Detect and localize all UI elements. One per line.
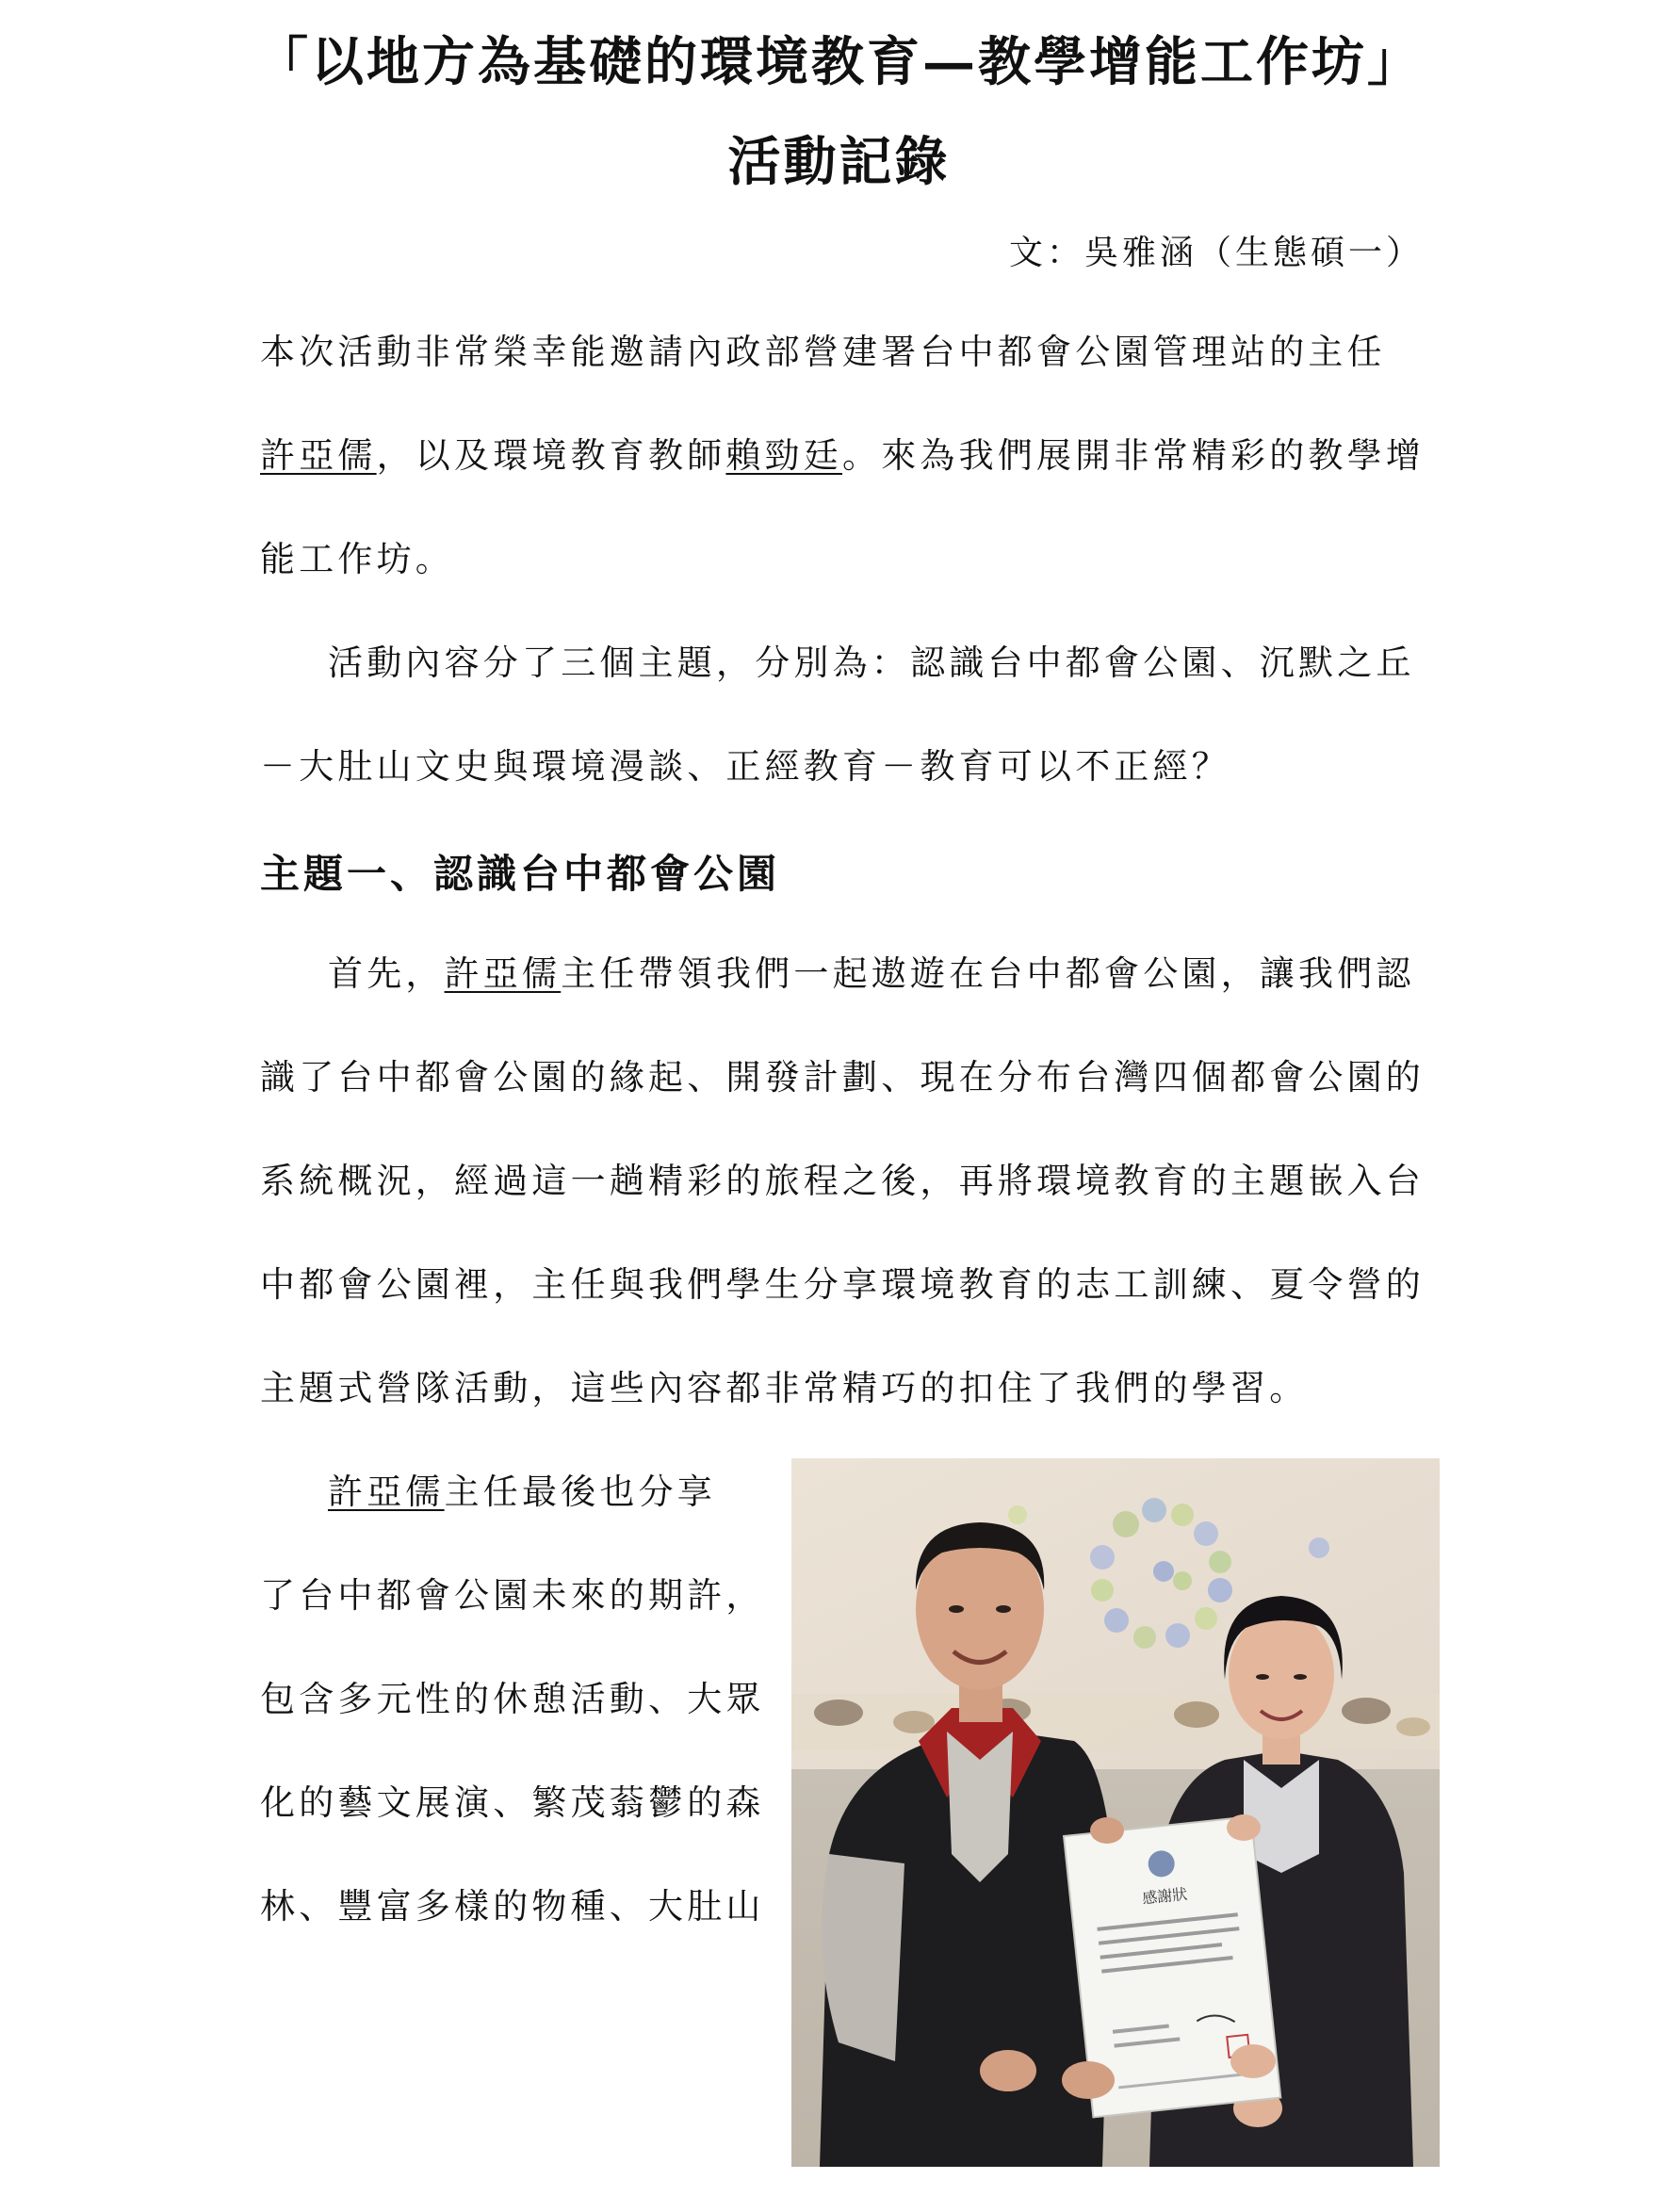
paragraph-1-line-2 <box>260 435 1425 477</box>
document-subtitle: 活動記錄 <box>727 131 951 193</box>
paragraph-text: 主任最後也分享 <box>444 1472 717 1512</box>
paragraph-text: 。來為我們展開非常精彩的教學增 <box>842 435 1425 476</box>
event-photo <box>791 1458 1440 2167</box>
paragraph-4-line-3: 包含多元性的休憩活動、大眾 <box>260 1679 765 1719</box>
paragraph-4-line-5: 林、豐富多樣的物種、大肚山 <box>260 1886 765 1927</box>
document-title: 「以地方為基礎的環境教育—教學增能工作坊」 <box>255 31 1423 93</box>
paragraph-2-line-1: 活動內容分了三個主題，分別為：認識台中都會公園、沉默之丘 <box>328 642 1415 683</box>
paragraph-text: 主任帶領我們一起遨遊在台中都會公園，讓我們認 <box>561 953 1415 994</box>
person-name: 許亞儒 <box>260 435 377 476</box>
paragraph-4-line-2: 了台中都會公園未來的期許， <box>260 1575 765 1616</box>
paragraph-3-line-4: 中都會公園裡，主任與我們學生分享環境教育的志工訓練、夏令營的 <box>260 1264 1425 1305</box>
paragraph-1-line-3: 能工作坊。 <box>260 539 454 579</box>
paragraph-text: ，以及環境教育教師 <box>376 435 726 476</box>
person-name: 許亞儒 <box>444 953 562 994</box>
paragraph-3-line-3: 系統概況，經過這一趟精彩的旅程之後，再將環境教育的主題嵌入台 <box>260 1161 1425 1201</box>
paragraph-text: 首先， <box>328 953 445 994</box>
person-name: 賴勁廷 <box>725 435 843 476</box>
paragraph-3-line-1 <box>328 953 1415 995</box>
paragraph-2-line-2: －大肚山文史與環境漫談、正經教育－教育可以不正經？ <box>260 746 1230 787</box>
paragraph-4-line-4: 化的藝文展演、繁茂蓊鬱的森 <box>260 1782 765 1823</box>
paragraph-1-line-1: 本次活動非常榮幸能邀請內政部營建署台中都會公園管理站的主任 <box>260 332 1386 372</box>
certificate-title: 感謝狀 <box>1141 1884 1189 1908</box>
photo-illustration <box>791 1458 1440 2167</box>
paragraph-3-line-2: 識了台中都會公園的緣起、開發計劃、現在分布台灣四個都會公園的 <box>260 1057 1425 1098</box>
paragraph-4-line-1 <box>328 1472 716 1513</box>
paragraph-3-line-5: 主題式營隊活動，這些內容都非常精巧的扣住了我們的學習。 <box>260 1368 1309 1408</box>
section-heading: 主題一、認識台中都會公園 <box>260 851 781 897</box>
person-name: 許亞儒 <box>328 1472 445 1512</box>
author-credit: 文：吳雅涵（生態碩一） <box>1008 234 1424 272</box>
